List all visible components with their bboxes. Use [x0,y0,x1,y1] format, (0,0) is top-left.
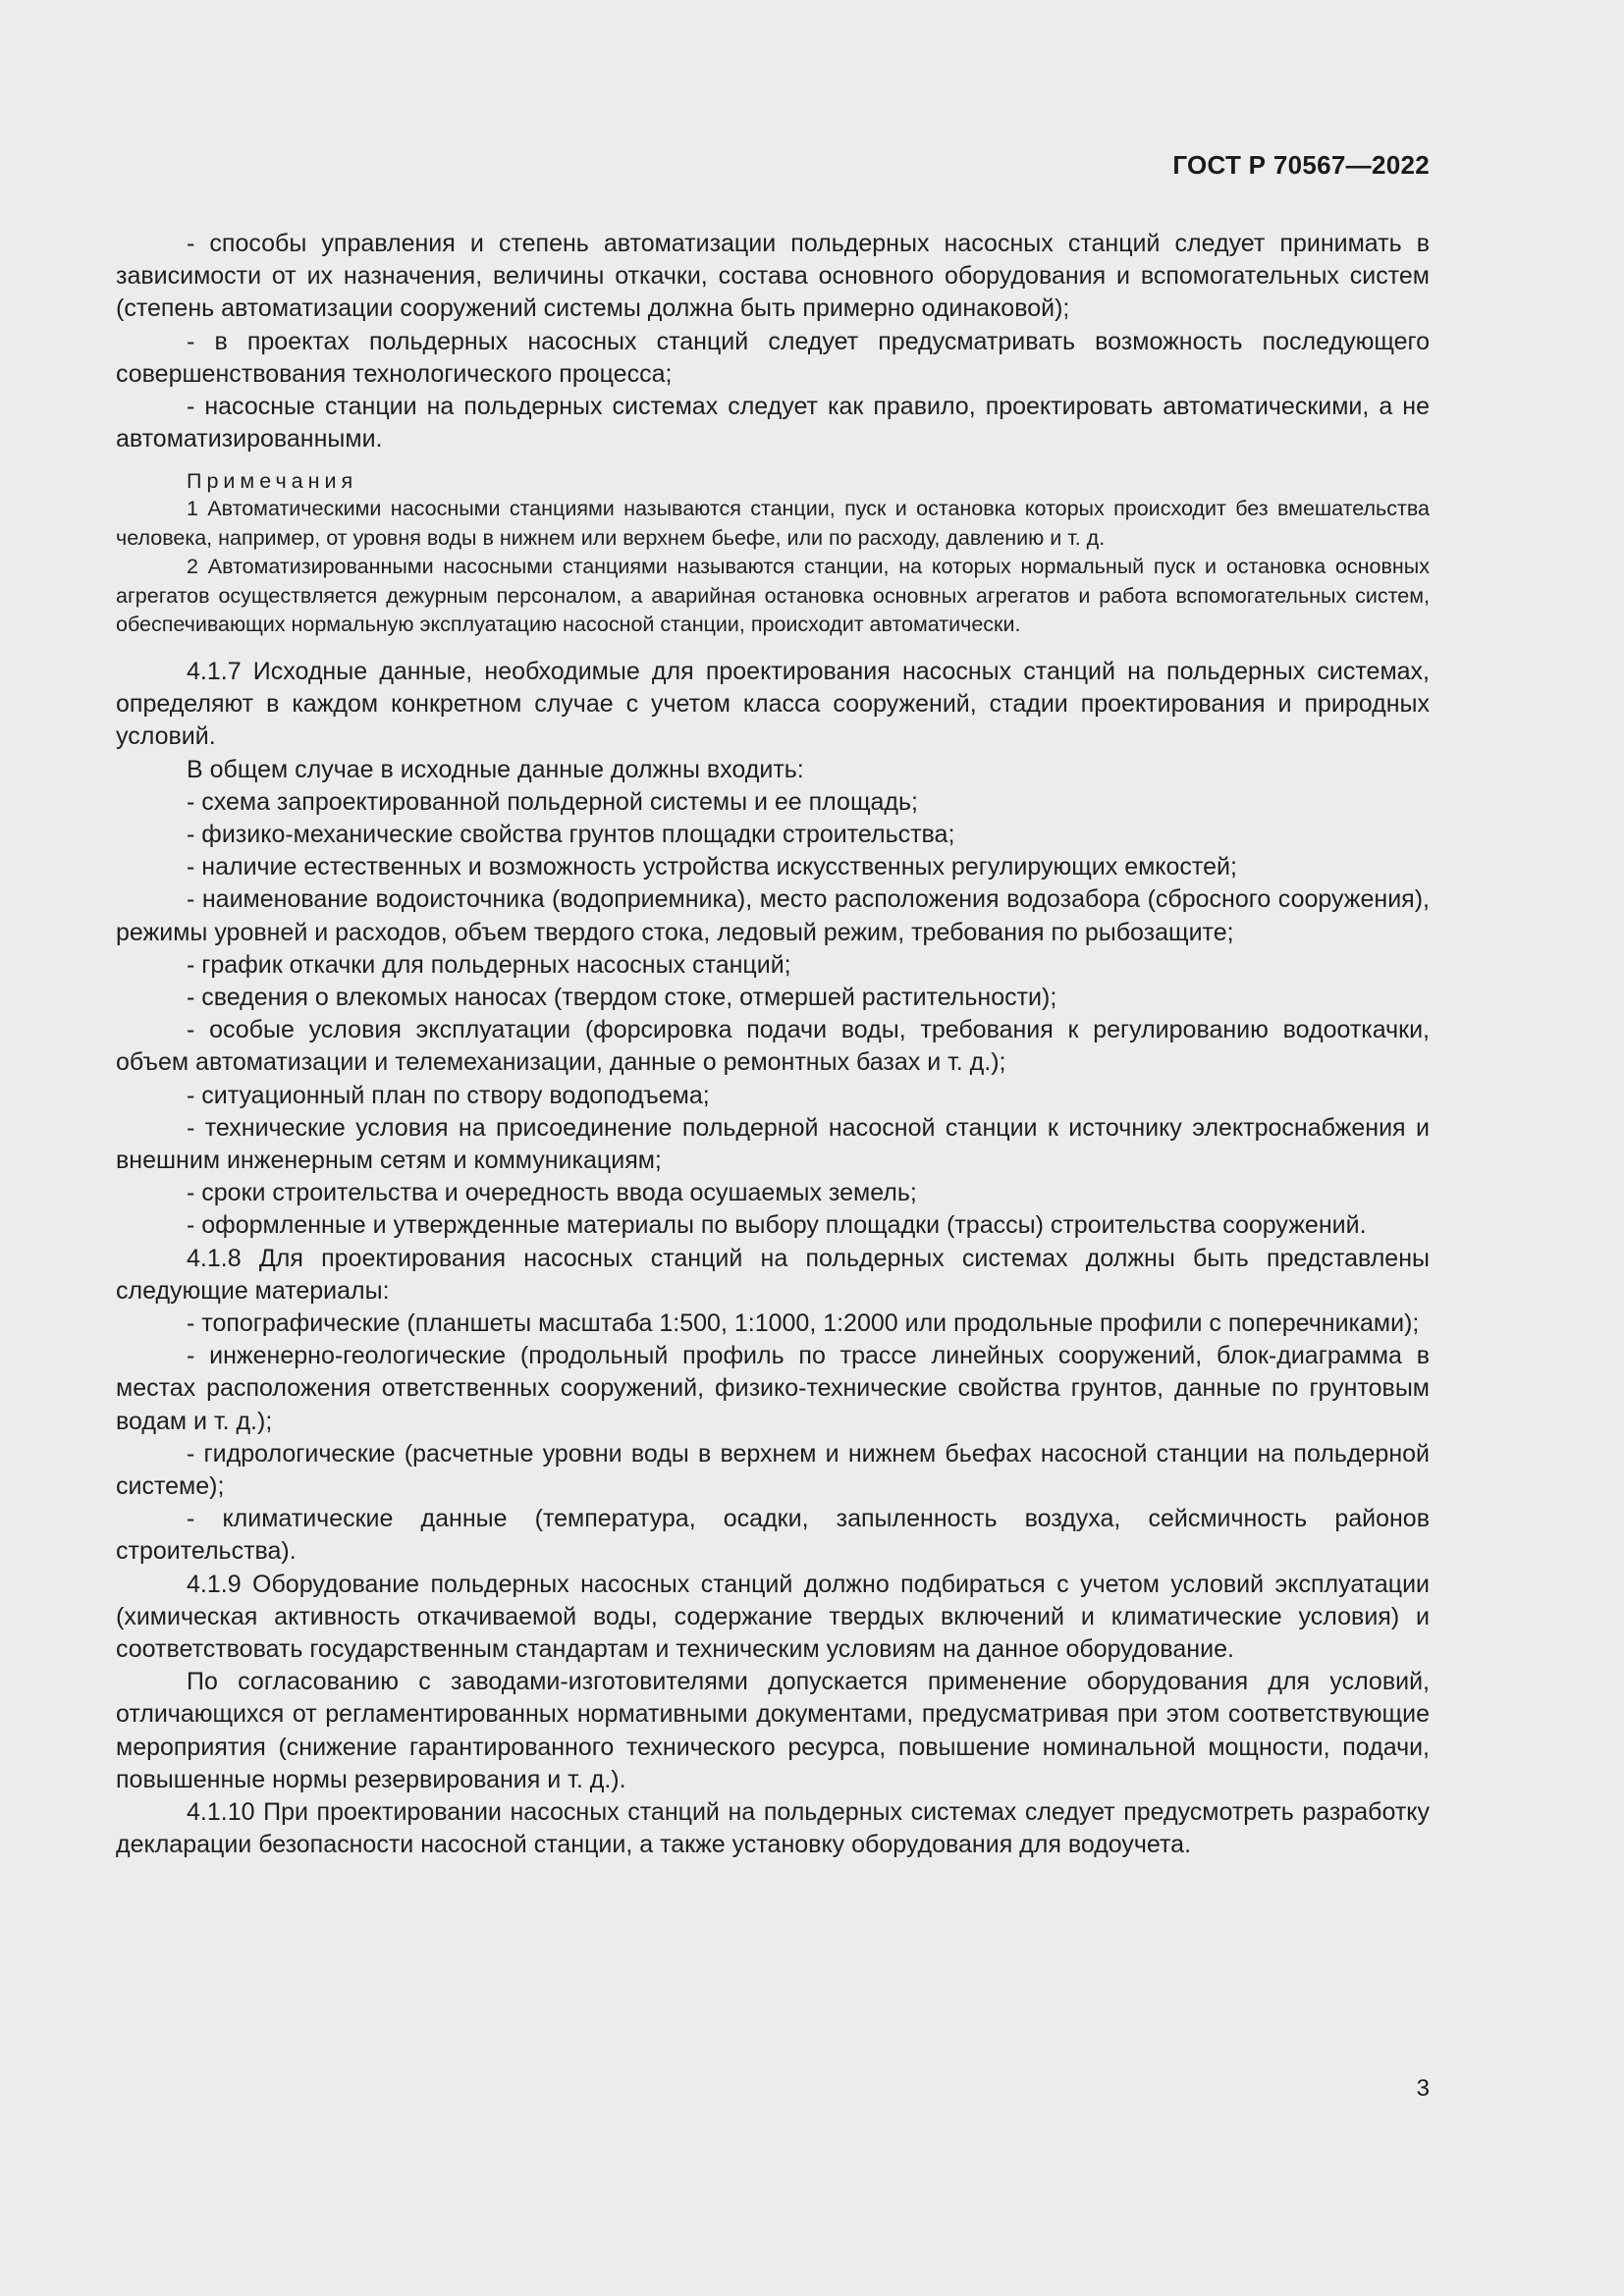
list-item-situation-plan: - ситуационный план по створу водоподъема; [187,1081,710,1109]
list-item-sediment-data: - сведения о влекомых наносах (твердом стоке, отмершей растительности); [187,983,1057,1011]
paragraph-automatic-stations: - насосные станции на польдерных системах следует как правило, проектировать автоматическими, а не автоматизированными. [116,393,1430,454]
notes-block [116,467,1430,640]
page-number: 3 [1416,2075,1430,2102]
paragraph-input-data-intro: В общем случае в исходные данные должны входить: [187,755,804,783]
clause-4-1-9: 4.1.9 Оборудование польдерных насосных станций должно подбираться с учетом условий эксплуатации (химическая активность откачиваемой воды, содержание твердых включений и климатические условия) и соответствовать государственным стандартам и техническим условиям на данное оборудование. [116,1570,1430,1664]
list-item-climatic: - климатические данные (температура, осадки, запыленность воздуха, сейсмичность районов строительства). [116,1505,1430,1566]
list-item-operating-conditions: - особые условия эксплуатации (форсировка подачи воды, требования к регулированию водооткачки, объем автоматизации и телемеханизации, данные о ремонтных базах и т. д.); [116,1016,1430,1077]
list-item-regulating-reservoirs: - наличие естественных и возможность устройства искусственных регулирующих емкостей; [187,853,1237,881]
paragraph-control-methods: - способы управления и степень автоматизации польдерных насосных станций следует принимать в зависимости от их назначения, величины откачки, состава основного оборудования и вспомогательных систем (степень автоматизации сооружений системы должна быть примерно одинаковой); [116,230,1430,323]
list-item-system-scheme: - схема запроектированной польдерной системы и ее площадь; [187,787,918,816]
list-item-water-source: - наименование водоисточника (водоприемника), место расположения водозабора (сбросного сооружения), режимы уровней и расходов, объем твердого стока, ледовый режим, требования по рыбозащите; [116,885,1430,946]
list-item-soil-properties: - физико-механические свойства грунтов площадки строительства; [187,820,955,848]
list-item-hydrological: - гидрологические (расчетные уровни воды в верхнем и нижнем бьефах насосной станции на польдерной системе); [116,1439,1430,1500]
list-item-pumping-schedule: - график откачки для польдерных насосных станций; [187,950,791,979]
document-body [116,228,1430,1861]
list-item-site-selection: - оформленные и утвержденные материалы по выбору площадки (трассы) строительства сооружений. [187,1211,1367,1240]
note-item-2: 2 Автоматизированными насосными станциями называются станции, на которых нормальный пуск и остановка основных агрегатов осуществляется дежурным персоналом, а аварийная остановка основных агрегатов и работа вспомогательных систем, обеспечивающих нормальную эксплуатацию насосной станции, происходит автоматически. [116,555,1430,637]
paragraph-process-improvement: - в проектах польдерных насосных станций следует предусматривать возможность последующего совершенствования технологического процесса; [116,327,1430,388]
clause-4-1-7: 4.1.7 Исходные данные, необходимые для проектирования насосных станций на польдерных системах, определяют в каждом конкретном случае с учетом класса сооружений, стадии проектирования и природных условий. [116,657,1430,751]
paragraph-manufacturer-agreement: По согласованию с заводами-изготовителями допускается применение оборудования для условий, отличающихся от регламентированных нормативными документами, предусматривая при этом соответствующие мероприятия (снижение гарантированного технического ресурса, повышение номинальной мощности, подачи, повышенные нормы резервирования и т. д.). [116,1668,1430,1793]
list-item-connection-conditions: - технические условия на присоединение польдерной насосной станции к источнику электроснабжения и внешним инженерным сетям и коммуникациям; [116,1113,1430,1174]
list-item-topographic: - топографические (планшеты масштаба 1:500, 1:1000, 1:2000 или продольные профили с поперечниками); [187,1308,1420,1337]
clause-4-1-10: 4.1.10 При проектировании насосных станций на польдерных системах следует предусмотреть разработку декларации безопасности насосной станции, а также установку оборудования для водоучета. [116,1798,1430,1859]
list-item-construction-schedule: - сроки строительства и очередность ввода осушаемых земель; [187,1179,917,1207]
clause-4-1-8: 4.1.8 Для проектирования насосных станций на польдерных системах должны быть представлены следующие материалы: [116,1244,1430,1305]
note-item-1: 1 Автоматическими насосными станциями называются станции, пуск и остановка которых происходит без вмешательства человека, например, от уровня воды в нижнем или верхнем бьефе, или по расходу, давлению и т. д. [116,497,1430,550]
document-code-header: ГОСТ Р 70567—2022 [1172,150,1430,180]
notes-title: Примечания [187,469,358,494]
list-item-geological: - инженерно-геологические (продольный профиль по трассе линейных сооружений, блок-диаграмма в местах расположения ответственных сооружений, физико-технические свойства грунтов, данные по грунтовым водам и т. д.); [116,1342,1430,1435]
